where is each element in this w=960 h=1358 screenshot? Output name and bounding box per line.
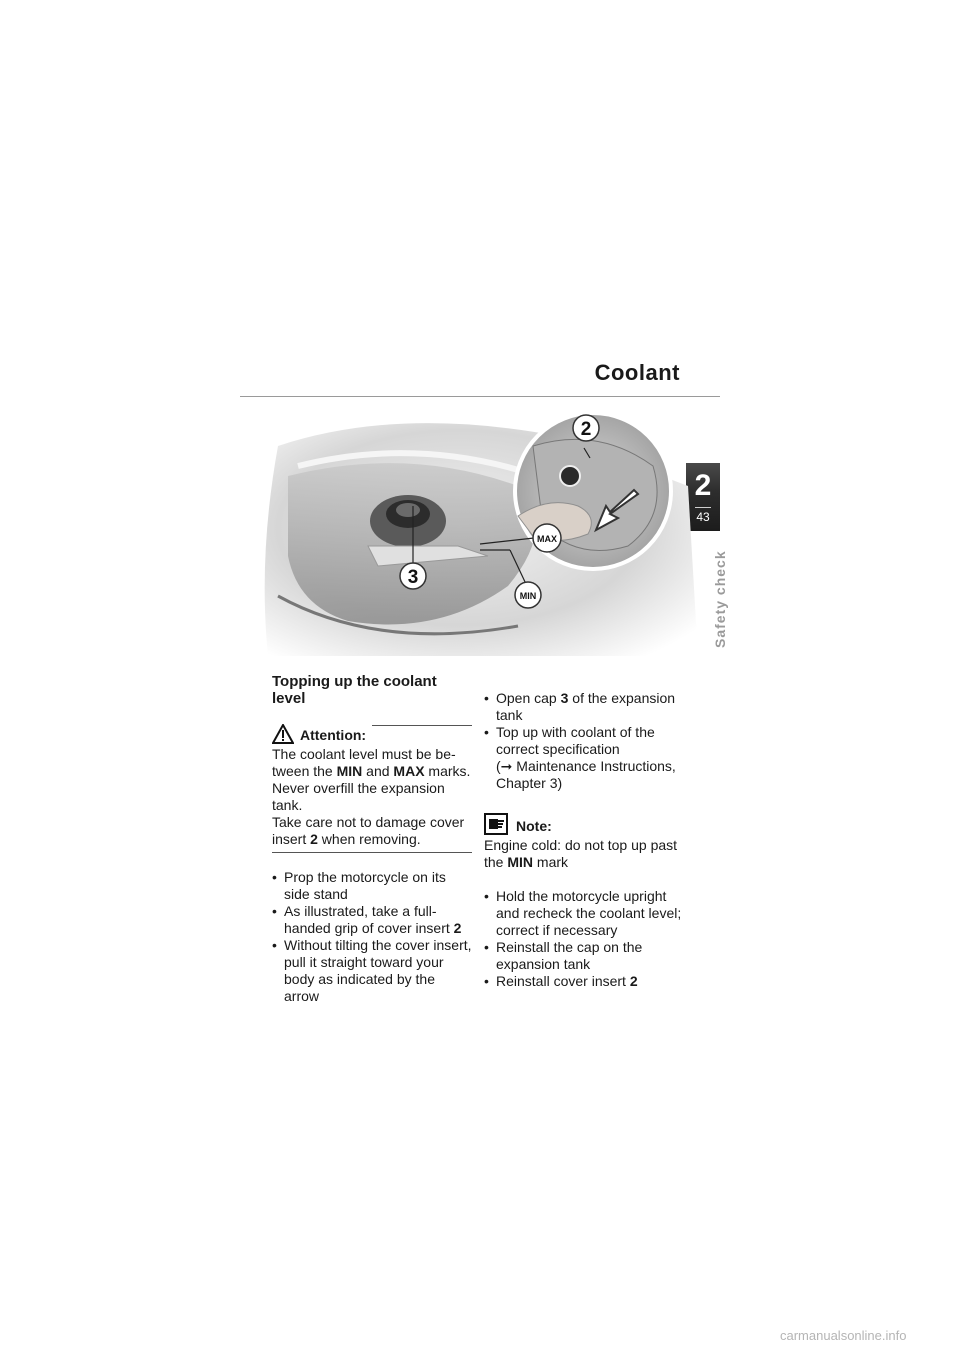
attention-and: and: [362, 763, 394, 779]
right-column: [484, 690, 684, 990]
attention-line-1: The coolant level must be be-: [272, 746, 456, 762]
warning-icon: [272, 724, 294, 744]
step-text: of the expansion tank: [496, 690, 676, 723]
list-item: [272, 937, 472, 1005]
list-item: [484, 690, 684, 724]
list-item: [484, 939, 684, 973]
title-rule: [240, 396, 720, 397]
attention-line-2-end: marks.: [424, 763, 471, 779]
step-text: Open cap: [496, 690, 561, 706]
list-item: [272, 869, 472, 903]
note-text: [484, 837, 684, 871]
attention-line-2: tween the: [272, 763, 337, 779]
list-item: [484, 724, 684, 792]
attention-insert-number: 2: [310, 831, 318, 847]
min-text: MIN: [519, 591, 537, 601]
list-item: [484, 888, 684, 939]
watermark: carmanualsonline.info: [780, 1328, 907, 1343]
bmw-logo-icon: [560, 466, 580, 486]
step-number: 2: [629, 973, 638, 989]
attention-line-4: Take care not to damage cover insert: [272, 814, 465, 847]
max-mark-text: MAX: [393, 763, 425, 779]
attention-text: [272, 746, 472, 848]
steps-list-right-a: [484, 690, 684, 792]
attention-line-3: Never overfill the expansion tank.: [272, 780, 445, 813]
cap-highlight: [396, 503, 420, 517]
cross-reference: (➞ Maintenance Instructions, Chapter 3): [496, 758, 676, 791]
attention-label: Attention:: [300, 727, 367, 743]
min-mark-text: MIN: [336, 763, 363, 779]
left-column: [272, 673, 472, 1005]
chapter-number: 2: [694, 469, 712, 502]
note-hand-icon: [484, 813, 508, 835]
section-name: Safety check: [712, 550, 728, 648]
step-number: 2: [453, 920, 462, 936]
callout-3-text: 3: [407, 567, 419, 588]
callout-2-text: 2: [580, 419, 592, 440]
section-heading: Topping up the coolant level: [272, 673, 437, 707]
max-text: MAX: [537, 534, 557, 544]
step-text: Prop the motorcycle on its side stand: [284, 869, 446, 902]
note-label: Note:: [516, 818, 552, 834]
step-text: Top up with coolant of the correct specification: [496, 724, 655, 757]
step-text: Hold the motorcycle upright and recheck the coolant level; correct if necessary: [496, 888, 682, 938]
attention-top-rule: [372, 725, 472, 726]
list-item: [484, 973, 684, 990]
step-text: Without tilting the cover insert, pull it straight toward your body as indicated by the arrow: [284, 937, 472, 1004]
step-text: Reinstall cover insert: [496, 973, 630, 989]
attention-line-4-end: when removing.: [317, 831, 421, 847]
list-item: [272, 903, 472, 937]
step-number: 3: [560, 690, 569, 706]
note-text-end: mark: [533, 854, 569, 870]
page-number: 43: [696, 510, 710, 524]
page-title: Coolant: [594, 360, 680, 385]
note-text-start: Engine cold: do not top up past the: [484, 837, 678, 870]
coolant-illustration: [258, 406, 698, 656]
note-header: [484, 813, 684, 835]
note-min-mark: MIN: [507, 854, 534, 870]
attention-box: [272, 724, 472, 853]
step-text: Reinstall the cap on the expansion tank: [496, 939, 643, 972]
steps-list-left: [272, 869, 472, 1005]
steps-list-right-b: [484, 888, 684, 990]
step-text: As illustrated, take a full-handed grip of cover insert: [284, 903, 454, 936]
